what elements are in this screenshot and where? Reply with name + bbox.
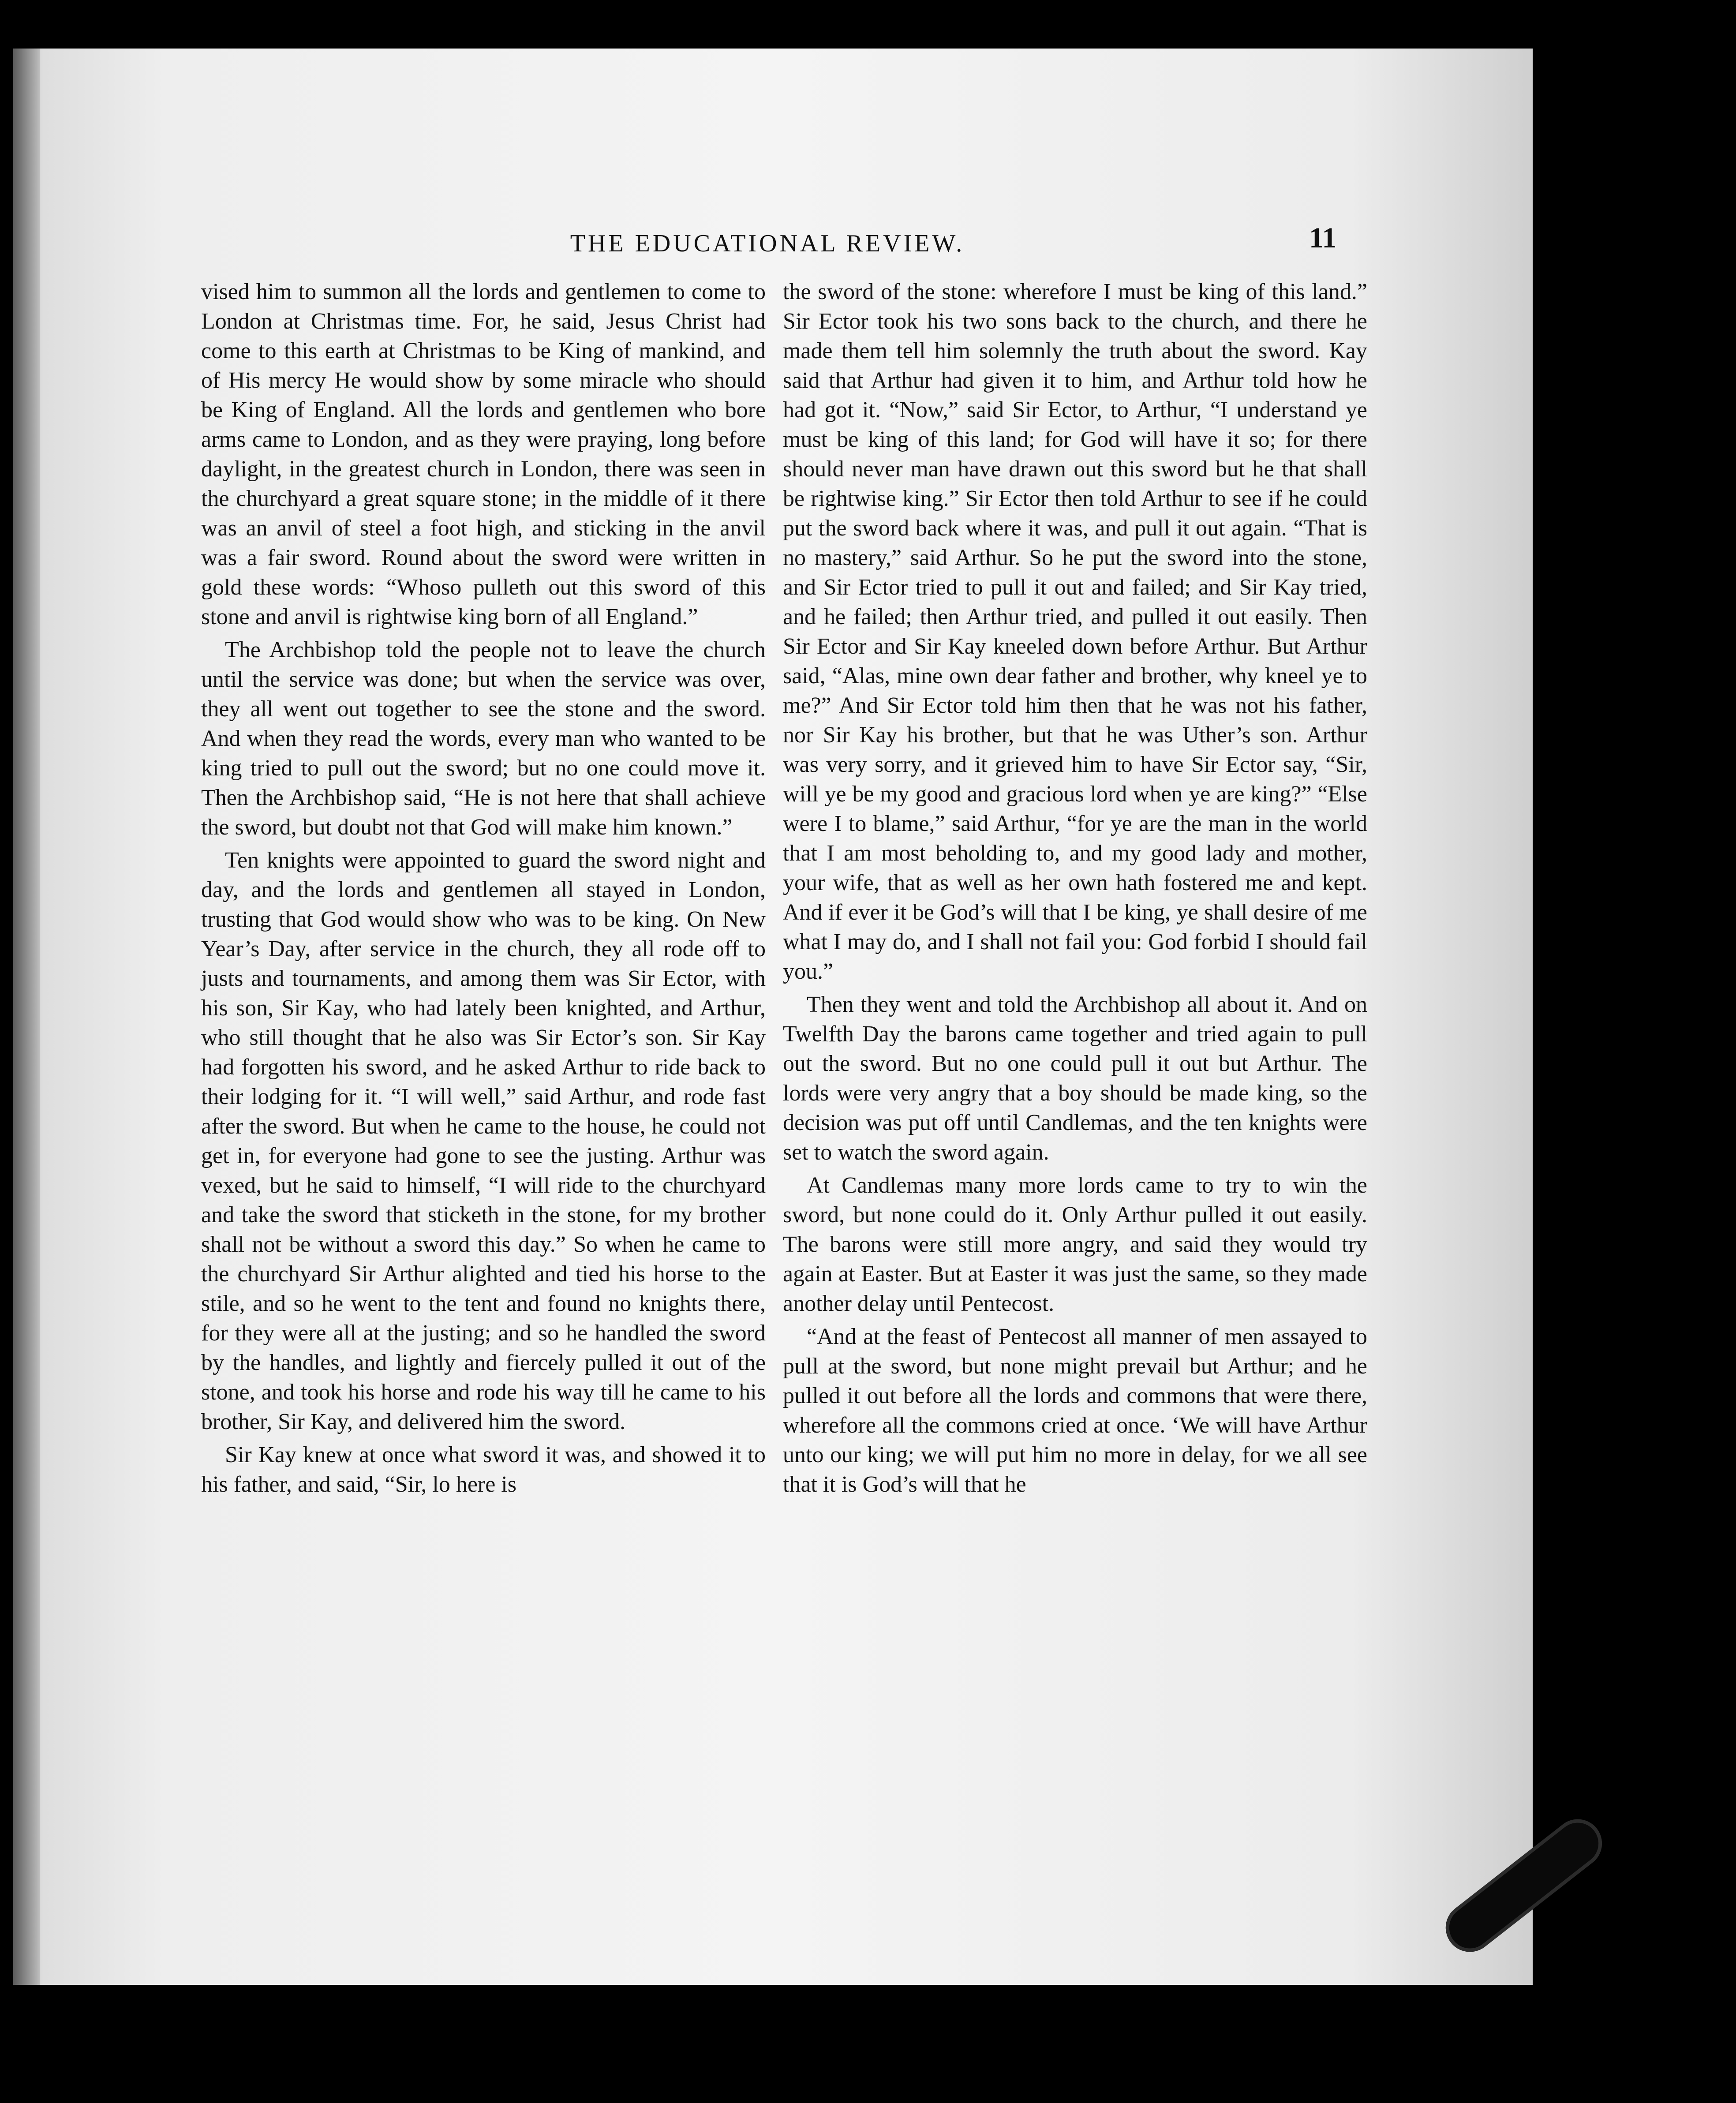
page-number: 11: [1309, 222, 1337, 254]
paragraph: “And at the feast of Pentecost all manner of men assayed to pull at the sword, but none might prevail but Arthur; and he pulled it out before all the lords and commons that were there, wherefore all the commons cried at once. ‘We will have Arthur unto our king; we will put him no more in delay, for we all see that it is God’s will that he: [783, 1324, 1367, 1497]
paragraph: Sir Kay knew at once what sword it was, and showed it to his father, and said, “Sir, lo here is: [201, 1442, 766, 1497]
left-column: [201, 277, 766, 1499]
paragraph: the sword of the stone: wherefore I must be king of this land.” Sir Ector took his two sons back to the church, and there he made them tell him solemnly the truth about the sword. Kay said that Arthur had given it to him, and Arthur told how he had got it. “Now,” said Sir Ector, to Arthur, “I understand ye must be king of this land; for God will have it so; for there should never man have drawn out this sword but he that shall be rightwise king.” Sir Ector then told Arthur to see if he could put the sword back where it was, and pull it out again. “That is no mastery,” said Arthur. So he put the sword into the stone, and Sir Ector tried to pull it out and failed; and Sir Kay tried, and he failed; then Arthur tried, and pulled it out easily. Then Sir Ector and Sir Kay kneeled down before Arthur. But Arthur said, “Alas, mine own dear father and brother, why kneel ye to me?” And Sir Ector told him then that he was not his father, nor Sir Kay his brother, but that he was Uther’s son. Arthur was very sorry, and it grieved him to have Sir Ector say, “Sir, will ye be my good and gracious lord when ye are king?” “Else were I to blame,” said Arthur, “for ye are the man in the world that I am most beholding to, and my good lady and mother, your wife, that as well as her own hath fostered me and kept. And if ever it be God’s will that I be king, ye shall desire of me what I may do, and I shall not fail you: God forbid I should fail you.”: [783, 279, 1367, 984]
paragraph: At Candlemas many more lords came to try to win the sword, but none could do it. Only Arthur pulled it out easily. The barons were still more angry, and said they would try again at Easter. But at Easter it was just the same, so they made another delay until Pentecost.: [783, 1173, 1367, 1316]
running-head: THE EDUCATIONAL REVIEW.: [570, 230, 965, 257]
right-column: [783, 277, 1367, 1499]
paragraph: The Archbishop told the people not to leave the church until the service was done; but when the service was over, they all went out together to see the stone and the sword. And when they read the words, every man who wanted to be king tried to pull out the sword; but no one could move it. Then the Archbishop said, “He is not here that shall achieve the sword, but doubt not that God will make him known.”: [201, 637, 766, 840]
gutter-shadow: [13, 49, 40, 1985]
paragraph: Then they went and told the Archbishop all about it. And on Twelfth Day the barons came together and tried again to pull out the sword. But no one could pull it out but Arthur. The lords were very angry that a boy should be made king, so the decision was put off until Candlemas, and the ten knights were set to watch the sword again.: [783, 992, 1367, 1165]
paragraph: Ten knights were appointed to guard the sword night and day, and the lords and gentlemen all stayed in London, trusting that God would show who was to be king. On New Year’s Day, after service in the church, they all rode off to justs and tournaments, and among them was Sir Ector, with his son, Sir Kay, who had lately been knighted, and Arthur, who still thought that he also was Sir Ector’s son. Sir Kay had forgotten his sword, and he asked Arthur to ride back to their lodging for it. “I will well,” said Arthur, and rode fast after the sword. But when he came to the house, he could not get in, for everyone had gone to see the justing. Arthur was vexed, but he said to himself, “I will ride to the churchyard and take the sword that sticketh in the stone, for my brother shall not be without a sword this day.” So when he came to the churchyard Sir Arthur alighted and tied his horse to the stile, and so he went to the tent and found no knights there, for they were all at the justing; and so he handled the sword by the handles, and lightly and fiercely pulled it out of the stone, and took his horse and rode his way till he came to his brother, Sir Kay, and delivered him the sword.: [201, 848, 766, 1434]
paragraph: vised him to summon all the lords and gentlemen to come to London at Christmas time. For, he said, Jesus Christ had come to this earth at Christmas to be King of mankind, and of His mercy He would show by some miracle who should be King of England. All the lords and gentlemen who bore arms came to London, and as they were praying, long before daylight, in the greatest church in London, there was seen in the churchyard a great square stone; in the middle of it there was an anvil of steel a foot high, and sticking in the anvil was a fair sword. Round about the sword were written in gold these words: “Whoso pulleth out this sword of this stone and anvil is rightwise king born of all England.”: [201, 279, 766, 629]
